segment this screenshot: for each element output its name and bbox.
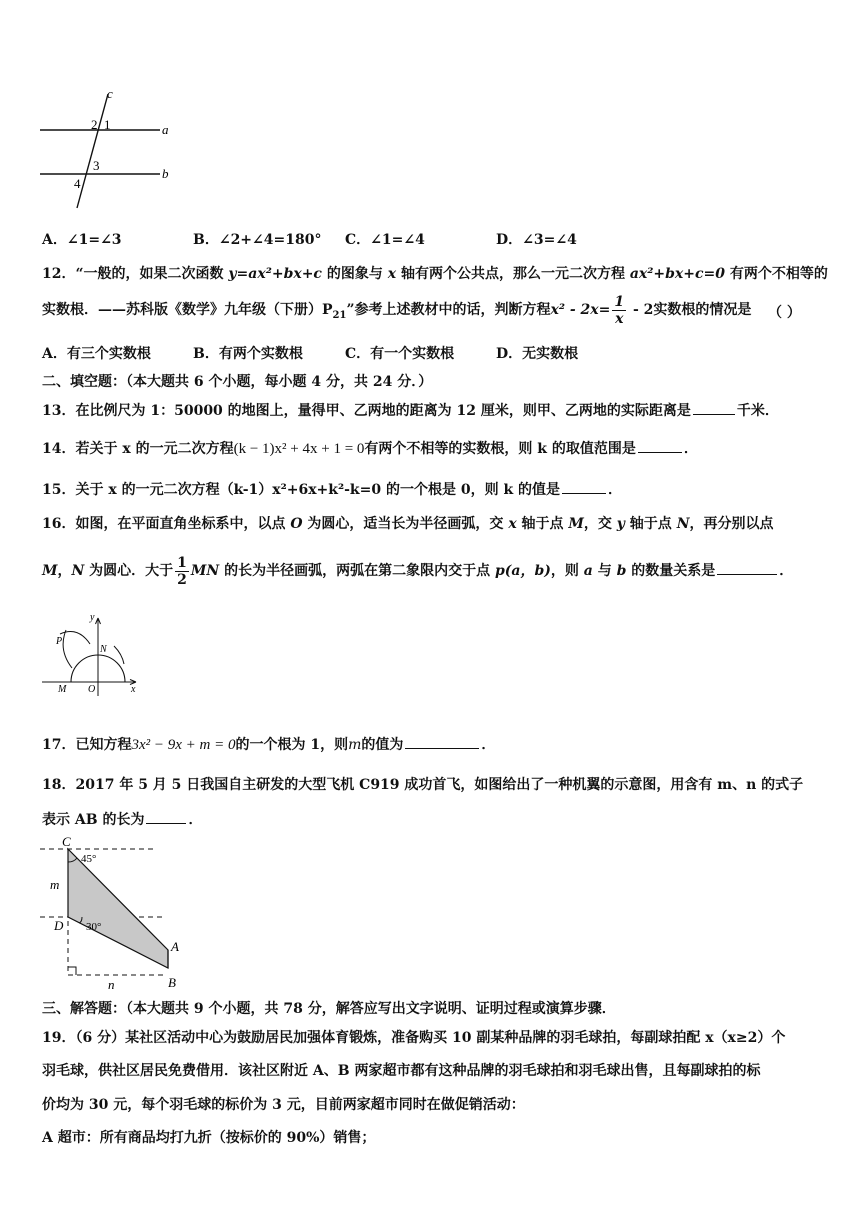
q14 [42, 438, 698, 458]
q12-equation: x² - 2x= [550, 302, 611, 318]
q12-option-a: A．有三个实数根 [42, 346, 151, 362]
q11-option-c: C．∠1=∠4 [345, 232, 425, 248]
q19-line2: 羽毛球，供社区居民免费借用．该社区附近 A、B 两家超市都有这种品牌的羽毛球拍和羽毛球出售，且每副球拍的标 [42, 1063, 761, 1079]
label-n: N [100, 644, 107, 655]
q16-text: 与 [592, 563, 617, 579]
angle-3: 3 [93, 158, 100, 173]
angle-1: 1 [104, 117, 111, 132]
q16-line2 [42, 552, 793, 590]
q18-text: ． [188, 812, 203, 828]
q14-text: 有两个不相等的实数根，则 k 的取值范围是 [364, 441, 636, 457]
q16-text: 为圆心．大于 [84, 563, 174, 579]
label-m: m [50, 877, 60, 892]
q16-answer-blank[interactable] [717, 560, 777, 575]
q12-text: ”参考上述教材中的话，判断方程 [346, 302, 551, 318]
q17-var: m [348, 737, 362, 753]
q12-x: x [387, 266, 397, 282]
q12-text: 有两个不相等的 [724, 266, 828, 282]
frac-den: 2 [177, 571, 187, 588]
q13 [42, 400, 779, 420]
q12-text: - 2实数根的情况是 [628, 302, 752, 318]
parallel-lines-figure [38, 86, 178, 214]
q16-var: O [290, 516, 303, 532]
q16-text: ． [779, 563, 794, 579]
label-a: a [162, 122, 169, 137]
q16-var: M [42, 563, 58, 579]
q19-line4: A 超市：所有商品均打九折（按标价的 90%）销售； [42, 1130, 376, 1146]
q12-option-d: D．无实数根 [496, 346, 579, 362]
q16-var: b [616, 563, 627, 579]
q12-fraction [612, 294, 626, 327]
q12-line1 [42, 263, 828, 283]
label-p: P [56, 636, 63, 647]
q11-option-d: D．∠3=∠4 [496, 232, 577, 248]
frac-num: 1 [177, 554, 187, 571]
section-solution-heading: 三、解答题：（本大题共 9 个小题，共 78 分，解答应写出文字说明、证明过程或演算步骤． [42, 1001, 616, 1017]
q14-answer-blank[interactable] [638, 438, 682, 453]
q12-subscript: 21 [332, 309, 347, 321]
q12-function: y=ax²+bx+c [228, 266, 322, 282]
q16-text: 16．如图，在平面直角坐标系中，以点 [42, 516, 291, 532]
q12-text: 轴有两个公共点，那么一元二次方程 [396, 266, 630, 282]
q16-var: M [568, 516, 584, 532]
q16-text: ，交 [583, 516, 617, 532]
frac-den: x [615, 310, 624, 327]
q11-option-b: B．∠2+∠4=180° [193, 232, 322, 248]
label-b: b [162, 166, 169, 181]
q19-line1: 19．（6 分）某社区活动中心为鼓励居民加强体育锻炼，准备购买 10 副某种品牌的羽毛球拍，每副球拍配 x（x≥2）个 [42, 1030, 786, 1046]
q16-var: p [494, 563, 505, 579]
q16-var: a [583, 563, 593, 579]
q16-text: 为圆心，适当长为半径画弧，交 [302, 516, 509, 532]
q16-text: 的数量关系是 [626, 563, 716, 579]
q12-text: 的图象与 [321, 266, 388, 282]
q16-text: ，则 [550, 563, 584, 579]
arc-from-m [63, 630, 72, 668]
q18-line1: 18．2017 年 5 月 5 日我国自主研发的大型飞机 C919 成功首飞，如图给出了一种机翼的示意图，用含有 m、n 的式子 [42, 777, 804, 793]
q11-option-a: A．∠1=∠3 [42, 232, 122, 248]
q17-text: 的值为 [361, 737, 404, 753]
frac-num: 1 [614, 293, 625, 310]
q15-text: 15．关于 x 的一元二次方程（k-1）x²+6x+k²-k=0 的一个根是 0，则 k 的值是 [42, 482, 561, 498]
q16-text: 的长为半径画弧，两弧在第二象限内交于点 [219, 563, 495, 579]
q17-equation: 3x² − 9x + m = 0 [131, 737, 236, 753]
q16-fraction [175, 555, 189, 588]
transversal-c [77, 94, 108, 208]
q15-answer-blank[interactable] [562, 479, 606, 494]
q17-text: ． [481, 737, 496, 753]
q17-text: 17．已知方程 [42, 737, 132, 753]
q12-text: 实数根．——苏科版《数学》九年级（下册）P [42, 302, 333, 318]
q16-text: 轴于点 [624, 516, 677, 532]
coordinate-arc-figure [38, 610, 148, 698]
q16-var: x [508, 516, 517, 532]
q18-line2 [42, 809, 202, 829]
q16-var: MN [190, 563, 220, 579]
section-fill-in-heading: 二、填空题：（本大题共 6 个小题，每小题 4 分，共 24 分．） [42, 374, 433, 390]
q16-var: N [71, 563, 85, 579]
q16-text: 轴于点 [516, 516, 569, 532]
label-x: x [131, 684, 136, 695]
q15 [42, 479, 622, 499]
q17-text: 的一个根为 1，则 [235, 737, 349, 753]
q17-answer-blank[interactable] [405, 734, 479, 749]
q13-text: 13．在比例尺为 1：50000 的地图上，量得甲、乙两地的距离为 12 厘米，则甲、乙两地的实际距离是 [42, 403, 691, 419]
wing-figure [38, 832, 198, 992]
q18-text: 表示 AB 的长为 [42, 812, 145, 828]
q15-text: ． [608, 482, 623, 498]
right-angle-mark [68, 967, 76, 975]
label-c: c [107, 86, 113, 101]
q12-text: 12．“一般的，如果二次函数 [42, 266, 229, 282]
label-45: 45° [81, 853, 97, 865]
q12-equation: ax²+bx+c=0 [629, 266, 725, 282]
label-m: M [58, 684, 67, 695]
q13-text: 千米． [736, 403, 779, 419]
q19-line3: 价均为 30 元，每个羽毛球的标价为 3 元，目前两家超市同时在做促销活动： [42, 1097, 525, 1113]
q17 [42, 734, 495, 754]
q16-text: ，再分别以点 [689, 516, 774, 532]
q16-var: y [616, 516, 625, 532]
q14-text: 14．若关于 x 的一元二次方程 [42, 441, 234, 457]
q16-line1 [42, 513, 773, 533]
label-y: y [90, 612, 95, 623]
label-o: O [88, 684, 96, 695]
label-d: D [54, 918, 64, 933]
label-30: 30° [86, 921, 102, 933]
label-c: C [62, 834, 71, 849]
q18-answer-blank[interactable] [146, 809, 186, 824]
q12-line2 [42, 292, 751, 334]
label-n: n [108, 977, 115, 992]
q16-var: N [676, 516, 690, 532]
label-a: A [171, 939, 179, 954]
wing-shape [68, 849, 168, 968]
q12-answer-paren: （ ） [768, 305, 801, 321]
angle-2: 2 [91, 117, 98, 132]
q16-var: (a，b) [504, 563, 551, 579]
q12-option-b: B．有两个实数根 [193, 346, 303, 362]
q14-text: ． [683, 441, 698, 457]
q13-answer-blank[interactable] [693, 400, 735, 415]
q12-option-c: C．有一个实数根 [345, 346, 455, 362]
q16-text: ， [57, 563, 72, 579]
q14-equation: (k − 1)x² + 4x + 1 = 0 [233, 441, 365, 457]
angle-4: 4 [74, 176, 81, 191]
label-b: B [168, 975, 176, 990]
